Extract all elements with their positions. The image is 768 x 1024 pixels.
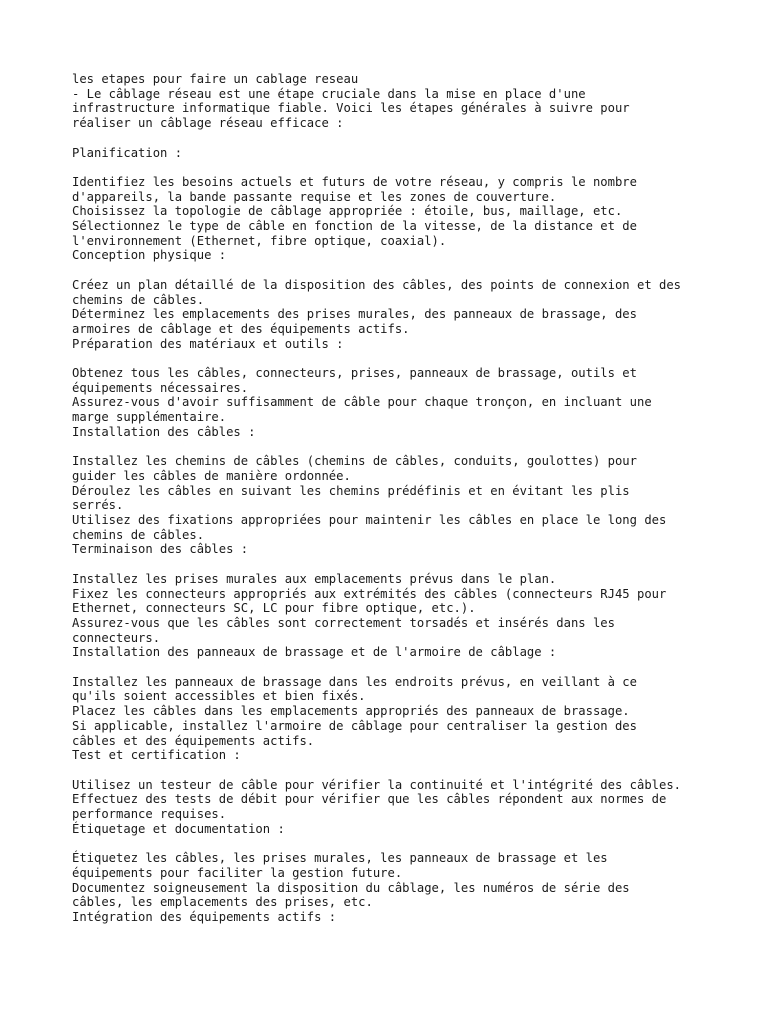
text-line: équipements nécessaires. bbox=[72, 380, 249, 395]
text-line: Déterminez les emplacements des prises murales, des panneaux de brassage, des bbox=[72, 307, 637, 322]
text-line: Utilisez des fixations appropriées pour maintenir les câbles en place le long des bbox=[72, 513, 667, 528]
text-line: serrés. bbox=[72, 498, 124, 513]
text-line: qu'ils soient accessibles et bien fixés. bbox=[72, 689, 366, 704]
text-line: câbles et des équipements actifs. bbox=[72, 733, 315, 748]
blank-line bbox=[72, 440, 732, 455]
text-line: Identifiez les besoins actuels et futurs de votre réseau, y compris le nombre bbox=[72, 174, 637, 189]
text-line: chemins de câbles. bbox=[72, 527, 205, 542]
text-line: - Le câblage réseau est une étape cruciale dans la mise en place d'une bbox=[72, 86, 586, 101]
text-line: Installez les prises murales aux emplacements prévus dans le plan. bbox=[72, 571, 557, 586]
text-line: guider les câbles de manière ordonnée. bbox=[72, 468, 351, 483]
text-line: armoires de câblage et des équipements actifs. bbox=[72, 321, 410, 336]
text-line: Sélectionnez le type de câble en fonction de la vitesse, de la distance et de bbox=[72, 219, 637, 233]
document-page bbox=[72, 72, 732, 925]
blank-line bbox=[72, 836, 732, 851]
text-line: Choisissez la topologie de câblage appropriée : étoile, bus, maillage, etc. bbox=[72, 204, 623, 219]
section-heading: Conception physique : bbox=[72, 248, 227, 263]
section-heading: Installation des panneaux de brassage et de l'armoire de câblage : bbox=[72, 645, 557, 660]
text-line: connecteurs. bbox=[72, 630, 161, 645]
text-line: l'environnement (Ethernet, fibre optique, coaxial). bbox=[72, 233, 447, 248]
text-line: équipements pour faciliter la gestion future. bbox=[72, 865, 403, 880]
document-title: les etapes pour faire un cablage reseau bbox=[72, 72, 359, 86]
text-line: Assurez-vous d'avoir suffisamment de câble pour chaque tronçon, en incluant une bbox=[72, 395, 652, 410]
text-line: Documentez soigneusement la disposition du câblage, les numéros de série des bbox=[72, 880, 630, 895]
section-heading: Étiquetage et documentation : bbox=[72, 821, 285, 836]
text-line: performance requises. bbox=[72, 807, 227, 822]
text-line: infrastructure informatique fiable. Voici les étapes générales à suivre pour bbox=[72, 101, 630, 116]
text-line: Effectuez des tests de débit pour vérifier que les câbles répondent aux normes de bbox=[72, 792, 667, 807]
text-line: Installez les chemins de câbles (chemins de câbles, conduits, goulottes) pour bbox=[72, 454, 637, 469]
text-line: Ethernet, connecteurs SC, LC pour fibre optique, etc.). bbox=[72, 601, 476, 616]
blank-line bbox=[72, 263, 732, 278]
section-heading: Terminaison des câbles : bbox=[72, 542, 249, 557]
blank-line bbox=[72, 763, 732, 778]
blank-line bbox=[72, 131, 732, 146]
blank-line bbox=[72, 660, 732, 675]
text-line: Si applicable, installez l'armoire de câblage pour centraliser la gestion des bbox=[72, 718, 637, 733]
text-line: Obtenez tous les câbles, connecteurs, prises, panneaux de brassage, outils et bbox=[72, 366, 637, 380]
blank-line bbox=[72, 557, 732, 572]
text-line: Placez les câbles dans les emplacements appropriés des panneaux de brassage. bbox=[72, 704, 630, 719]
blank-line bbox=[72, 160, 732, 175]
text-line: réaliser un câblage réseau efficace : bbox=[72, 116, 344, 131]
section-heading: Installation des câbles : bbox=[72, 424, 256, 439]
text-line: chemins de câbles. bbox=[72, 292, 205, 307]
blank-line bbox=[72, 351, 732, 366]
text-line: Étiquetez les câbles, les prises murales, les panneaux de brassage et les bbox=[72, 851, 608, 866]
section-heading: Intégration des équipements actifs : bbox=[72, 909, 337, 924]
section-heading: Préparation des matériaux et outils : bbox=[72, 336, 344, 351]
text-line: câbles, les emplacements des prises, etc. bbox=[72, 895, 373, 910]
text-line: Déroulez les câbles en suivant les chemins prédéfinis et en évitant les plis bbox=[72, 483, 630, 498]
text-line: Installez les panneaux de brassage dans les endroits prévus, en veillant à ce bbox=[72, 674, 637, 689]
text-line: Assurez-vous que les câbles sont correctement torsadés et insérés dans les bbox=[72, 615, 615, 630]
section-heading: Planification : bbox=[72, 145, 183, 160]
text-line: Fixez les connecteurs appropriés aux extrémités des câbles (connecteurs RJ45 pour bbox=[72, 586, 667, 601]
text-line: d'appareils, la bande passante requise et les zones de couverture. bbox=[72, 189, 557, 204]
text-line: Créez un plan détaillé de la disposition des câbles, des points de connexion et des bbox=[72, 277, 682, 292]
section-heading: Test et certification : bbox=[72, 748, 241, 763]
text-line: Utilisez un testeur de câble pour vérifier la continuité et l'intégrité des câbles. bbox=[72, 777, 682, 792]
text-line: marge supplémentaire. bbox=[72, 410, 227, 425]
